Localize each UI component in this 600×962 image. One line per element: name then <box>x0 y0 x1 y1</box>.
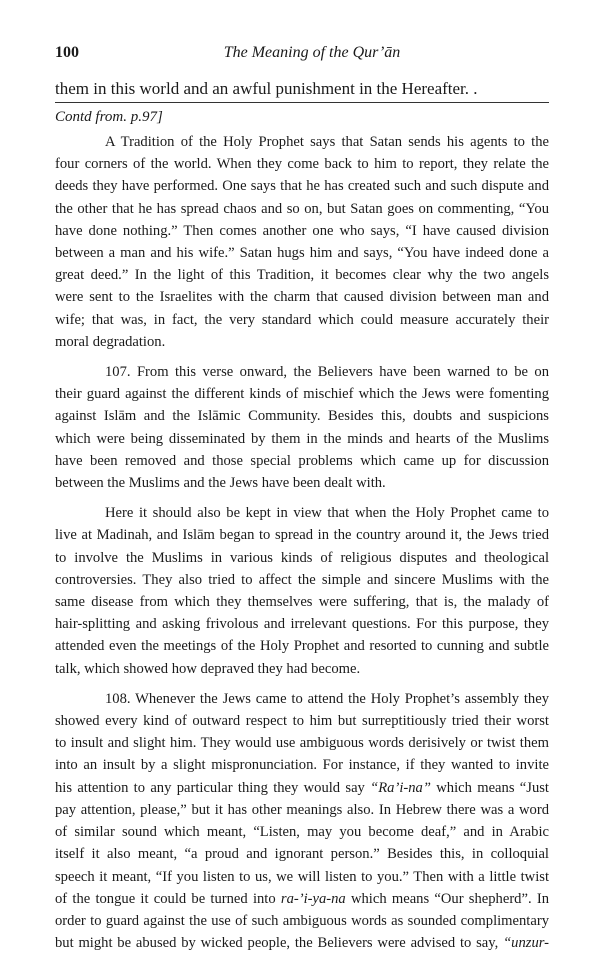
text-line: attended even the meetings of the Holy Prophet and resorted to cunning and subtle <box>55 638 549 655</box>
italic-term: “unzur- <box>503 935 549 952</box>
text-line: of the tongue it could be turned into ra-’i-ya-na which means “Our shepherd”. In <box>55 890 549 907</box>
text-line: 108. Whenever the Jews came to attend the Holy Prophet’s assembly they <box>105 690 549 707</box>
text-line: but might be abused by wicked people, the Believers were advised to say, “unzur- <box>55 935 549 952</box>
text-line: talk, which showed how depraved they had become. <box>55 660 361 677</box>
paragraph <box>55 688 549 954</box>
text-line: have been removed and those special problems which came up for discussion <box>55 452 549 469</box>
text-line: speech it meant, “If you listen to us, we will listen to you.” Then with a little twist <box>55 868 549 885</box>
text-line: to insult and slight him. They would use ambiguous words derisively or twist them <box>55 735 549 752</box>
text-line: against Islām and the Islāmic Community. Besides this, doubts and suspicions <box>55 408 549 425</box>
text-line: itself it also meant, “a proud and ignorant person.” Besides this, in colloquial <box>55 846 549 863</box>
text-line: live at Madinah, and Islām began to spread in the country around it, the Jews tried <box>55 527 549 544</box>
text-line: deeds they have performed. One says that he has created such and such dispute and <box>55 178 549 195</box>
text-line: 107. From this verse onward, the Believers have been warned to be on <box>105 364 549 381</box>
text-line: wife; that was, in fact, the very standard which could measure accurately their <box>55 311 549 328</box>
continuation-note: Contd from. p.97] <box>55 109 163 125</box>
text-line: Here it should also be kept in view that when the Holy Prophet came to <box>105 505 549 522</box>
text-line: between a man and his wife.” Satan hugs him and says, “You have indeed done a <box>55 245 549 262</box>
text-line: the other that he has spread chaos and so on, but Satan goes on commenting, “You <box>55 200 549 217</box>
italic-term: “Ra’i-na” <box>370 779 431 796</box>
text-line: to involve the Muslims in various kinds of religious disputes and theological <box>55 549 549 566</box>
text-line: into an insult by a slight mispronunciation. For instance, if they wanted to invite <box>55 757 549 774</box>
body-text <box>55 131 549 962</box>
text-line: A Tradition of the Holy Prophet says that Satan sends his agents to the <box>105 134 549 150</box>
text-line: have done nothing.” Then comes another one who says, “I have caused division <box>55 222 549 239</box>
text-line: showed every kind of outward respect to him but surreptitiously tried their worst <box>55 713 549 730</box>
text-line: great deed.” In the light of this Tradition, it becomes clear why the two angels <box>55 267 549 284</box>
text-line: their guard against the different kinds of mischief which the Jews were fomenting <box>55 386 549 403</box>
text-line: of similar sound which meant, “Listen, may you become deaf,” and in Arabic <box>55 824 549 841</box>
text-line: were sent to the Israelites with the charm that caused division between man and <box>55 289 549 306</box>
running-title: The Meaning of the Qur’ān <box>223 44 401 61</box>
paragraph <box>55 361 549 494</box>
text-line: moral degradation. <box>55 333 166 350</box>
text-line: order to guard against the use of such ambiguous words as sounded complimentary <box>55 912 549 929</box>
text-line: between the Muslims and the Jews have been dealt with. <box>55 475 386 492</box>
italic-term: ra-’i-ya-na <box>280 890 346 907</box>
text-line: hair-splitting and asking frivolous and irrelevant questions. For this purpose, they <box>55 616 549 633</box>
paragraph <box>55 502 549 680</box>
text-line: four corners of the world. When they come back to him to report, they relate the <box>55 156 549 173</box>
text-line: his attention to any particular thing they would say “Ra’i-na” which means “Just <box>55 779 549 796</box>
text-line: which were being disseminated by them in the minds and hearts of the Muslims <box>55 430 549 447</box>
text-line: pay attention, please,” but it has other meanings also. In Hebrew there was a word <box>55 801 549 818</box>
text-line: same disease from which they themselves were suffering, that is, the malady of <box>55 594 549 611</box>
paragraph <box>55 131 549 353</box>
footnote-divider-rule <box>55 102 549 103</box>
text-line: controversies. They also tried to affect the simple and sincere Muslims with the <box>55 571 549 588</box>
page-number: 100 <box>55 44 79 61</box>
footnote-carryover-line: them in this world and an awful punishment in the Hereafter. . <box>55 79 478 98</box>
page-header <box>55 44 549 66</box>
